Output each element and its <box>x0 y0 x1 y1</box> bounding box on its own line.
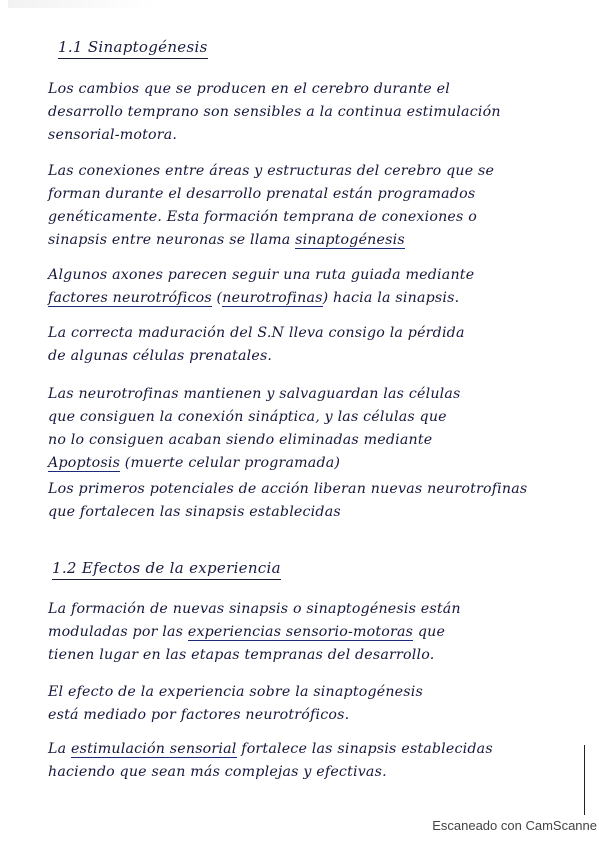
text-line: que fortalecen las sinapsis establecidas <box>48 504 341 520</box>
text-line <box>48 229 583 252</box>
paragraph-3 <box>48 264 583 310</box>
scan-shadow <box>8 0 158 8</box>
underlined-term: experiencias sensorio-motoras <box>187 624 414 640</box>
paragraph-8 <box>48 681 583 727</box>
text-fragment: sinapsis entre neuronas se llama <box>48 232 296 248</box>
section-heading-sinaptogenesis: 1.1 Sinaptogénesis <box>58 38 208 59</box>
text-line: El efecto de la experiencia sobre la sinaptogénesis <box>48 684 423 700</box>
section-heading-efectos-experiencia: 1.2 Efectos de la experiencia <box>52 559 281 580</box>
underlined-term: sinaptogénesis <box>295 232 405 248</box>
scan-edge-line <box>584 745 585 815</box>
text-line: de algunas células prenatales. <box>48 348 273 364</box>
text-fragment: ( <box>211 290 223 306</box>
camscanner-watermark: Escaneado con CamScanne <box>432 818 597 833</box>
text-fragment: moduladas por las <box>48 624 188 640</box>
underlined-term: estimulación sensorial <box>71 741 237 757</box>
text-fragment: La <box>48 741 71 757</box>
text-line: La formación de nuevas sinapsis o sinaptogénesis están <box>48 601 461 617</box>
text-fragment: ) hacia la sinapsis. <box>322 290 460 306</box>
text-line <box>48 621 583 644</box>
paragraph-5 <box>48 383 583 475</box>
text-line: que consiguen la conexión sináptica, y las células que <box>48 409 447 425</box>
text-line: está mediado por factores neurotróficos. <box>48 707 350 723</box>
text-line: Los cambios que se producen en el cerebro durante el <box>48 81 450 97</box>
underlined-term: Apoptosis <box>48 455 121 471</box>
text-line <box>48 287 583 310</box>
underlined-term: factores neurotróficos <box>48 290 212 306</box>
text-line: Las conexiones entre áreas y estructuras del cerebro que se <box>48 163 495 179</box>
text-line: forman durante el desarrollo prenatal están programados <box>48 186 476 202</box>
text-line: Las neurotrofinas mantienen y salvaguardan las células <box>48 386 461 402</box>
text-line: desarrollo temprano son sensibles a la continua estimulación <box>48 104 501 120</box>
text-line <box>48 452 583 475</box>
text-line: tienen lugar en las etapas tempranas del desarrollo. <box>48 647 435 663</box>
text-line: sensorial-motora. <box>48 127 178 143</box>
paragraph-6 <box>48 478 583 524</box>
text-line <box>48 738 583 761</box>
paragraph-4 <box>48 322 583 368</box>
underlined-term: neurotrofinas <box>222 290 323 306</box>
text-line: genéticamente. Esta formación temprana de conexiones o <box>48 209 477 225</box>
paragraph-2 <box>48 160 583 252</box>
text-fragment: (muerte celular programada) <box>120 455 341 471</box>
text-line: no lo consiguen acaban siendo eliminadas mediante <box>48 432 433 448</box>
paragraph-7 <box>48 598 583 667</box>
text-line: Los primeros potenciales de acción liberan nuevas neurotrofinas <box>48 481 528 497</box>
paragraph-1 <box>48 78 583 147</box>
paragraph-9 <box>48 738 583 784</box>
text-line: haciendo que sean más complejas y efectivas. <box>48 764 387 780</box>
text-fragment: fortalece las sinapsis establecidas <box>236 741 493 757</box>
text-line: Algunos axones parecen seguir una ruta guiada mediante <box>48 267 475 283</box>
text-line: La correcta maduración del S.N lleva consigo la pérdida <box>48 325 465 341</box>
text-fragment: que <box>413 624 446 640</box>
